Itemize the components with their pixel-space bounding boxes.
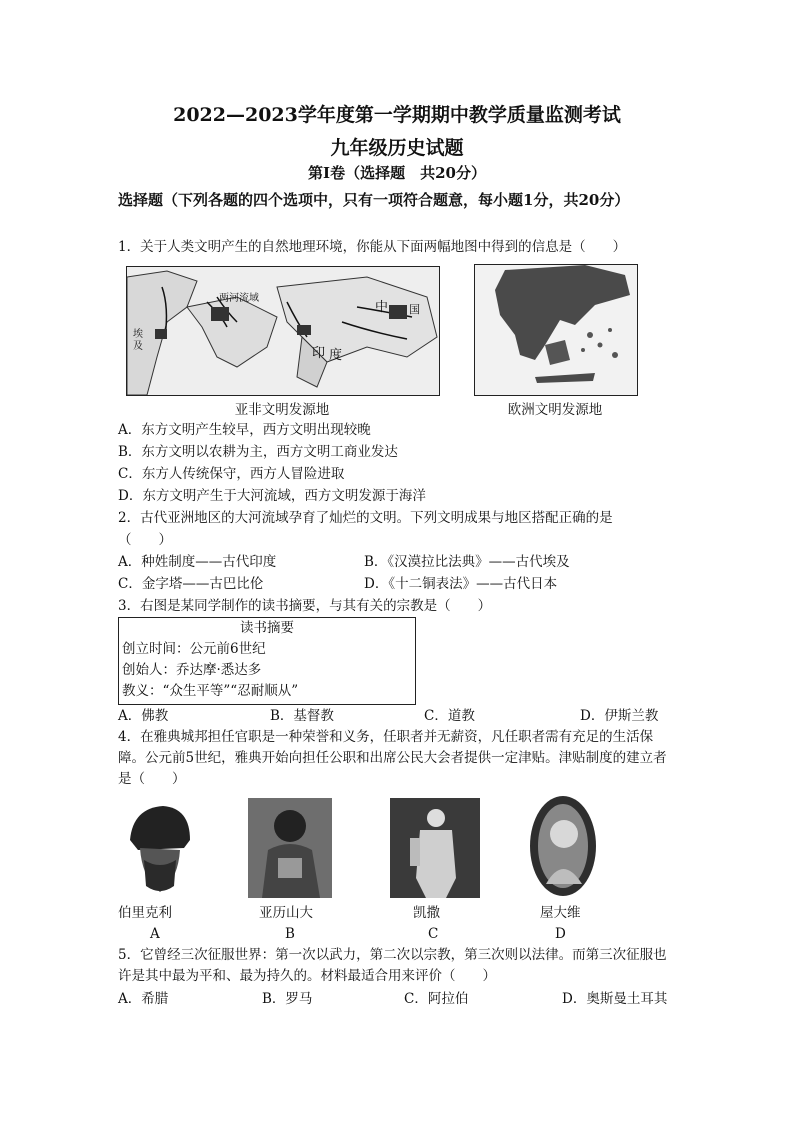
reading-summary-line1: 创立时间：公元前6世纪: [122, 641, 266, 657]
q4-stem: 4．在雅典城邦担任官职是一种荣誉和义务，任职者并无薪资，凡任职者需有充足的生活保障。公元前5世纪，雅典开始向担任公职和出席公民大会者提供一定津贴。津贴制度的建立者是（ ）: [118, 729, 667, 787]
portrait-caesar: [390, 798, 480, 898]
q1-option-b: B．东方文明以农耕为主，西方文明工商业发达: [118, 444, 398, 460]
q1-option-a: A．东方文明产生较早，西方文明出现较晚: [118, 422, 371, 438]
q5-option-b: B．罗马: [262, 991, 313, 1007]
figure-b-letter: B: [285, 926, 295, 942]
map1-caption: 亚非文明发源地: [234, 402, 330, 418]
q2-option-c: C．金字塔——古巴比伦: [118, 576, 264, 592]
q3-option-a: A．佛教: [118, 708, 169, 724]
label-river-valleys: 两河流域: [219, 293, 259, 304]
figure-c-letter: C: [428, 926, 439, 942]
label-china: 中: [375, 300, 389, 315]
q2-stem: 2．古代亚洲地区的大河流域孕育了灿烂的文明。下列文明成果与地区搭配正确的是: [118, 510, 613, 526]
q2-option-a: A．种姓制度——古代印度: [118, 554, 277, 570]
exam-title: 2022—2023学年度第一学期期中教学质量监测考试: [173, 104, 621, 126]
q2-paren: （ ）: [118, 532, 172, 548]
label-china-2: 国: [409, 303, 420, 316]
q3-option-d: D．伊斯兰教: [580, 708, 659, 724]
portrait-pericles: [118, 800, 200, 898]
q2-option-d: D．《十二铜表法》——古代日本: [364, 576, 558, 592]
figure-c-name: 凯撒: [413, 905, 440, 921]
label-india-1: 印: [312, 346, 326, 361]
q1-option-d: D．东方文明产生于大河流域，西方文明发源于海洋: [118, 488, 426, 504]
label-egypt-2: 及: [133, 341, 143, 352]
q5-option-c: C．阿拉伯: [404, 991, 469, 1007]
portrait-alexander: [248, 798, 332, 898]
figure-d-name: 屋大维: [540, 905, 581, 921]
exam-subtitle: 九年级历史试题: [330, 137, 464, 159]
section-heading: 第Ⅰ卷（选择题 共20分）: [308, 164, 486, 182]
figure-b-name: 亚历山大: [259, 905, 313, 921]
q5-option-d: D．奥斯曼土耳其: [562, 991, 668, 1007]
portrait-octavian: [528, 794, 598, 898]
asia-africa-map-drawing: [127, 267, 439, 395]
europe-map-drawing: [475, 265, 637, 395]
instruction-text: 选择题（下列各题的四个选项中，只有一项符合题意，每小题1分，共20分）: [118, 191, 630, 209]
q2-option-b: B．《汉漠拉比法典》——古代埃及: [364, 554, 570, 570]
reading-summary-line3: 教义：“众生平等”“忍耐顺从”: [122, 683, 299, 699]
q3-option-c: C．道教: [424, 708, 475, 724]
label-india-2: 度: [329, 348, 343, 363]
q5-stem: 5．它曾经三次征服世界：第一次以武力，第二次以宗教，第三次则以法律。而第三次征服也许是其中最为平和、最为持久的。材料最适合用来评价（ ）: [118, 947, 667, 984]
figure-a-letter: A: [150, 926, 160, 942]
reading-summary-line2: 创始人：乔达摩·悉达多: [122, 662, 262, 678]
label-egypt-1: 埃: [133, 329, 143, 340]
figure-a-name: 伯里克利: [118, 905, 172, 921]
map2-caption: 欧洲文明发源地: [507, 402, 603, 418]
q5-option-a: A．希腊: [118, 991, 169, 1007]
reading-summary-title: 读书摘要: [240, 620, 294, 636]
figure-d-letter: D: [555, 926, 566, 942]
q3-option-b: B．基督教: [270, 708, 334, 724]
q1-stem: 1．关于人类文明产生的自然地理环境，你能从下面两幅地图中得到的信息是（ ）: [118, 239, 627, 255]
q1-option-c: C．东方人传统保守，西方人冒险进取: [118, 466, 345, 482]
europe-map: [474, 264, 638, 396]
reading-summary-box: [118, 617, 416, 705]
asia-africa-map: [126, 266, 440, 396]
q3-stem: 3．右图是某同学制作的读书摘要，与其有关的宗教是（ ）: [118, 598, 492, 614]
